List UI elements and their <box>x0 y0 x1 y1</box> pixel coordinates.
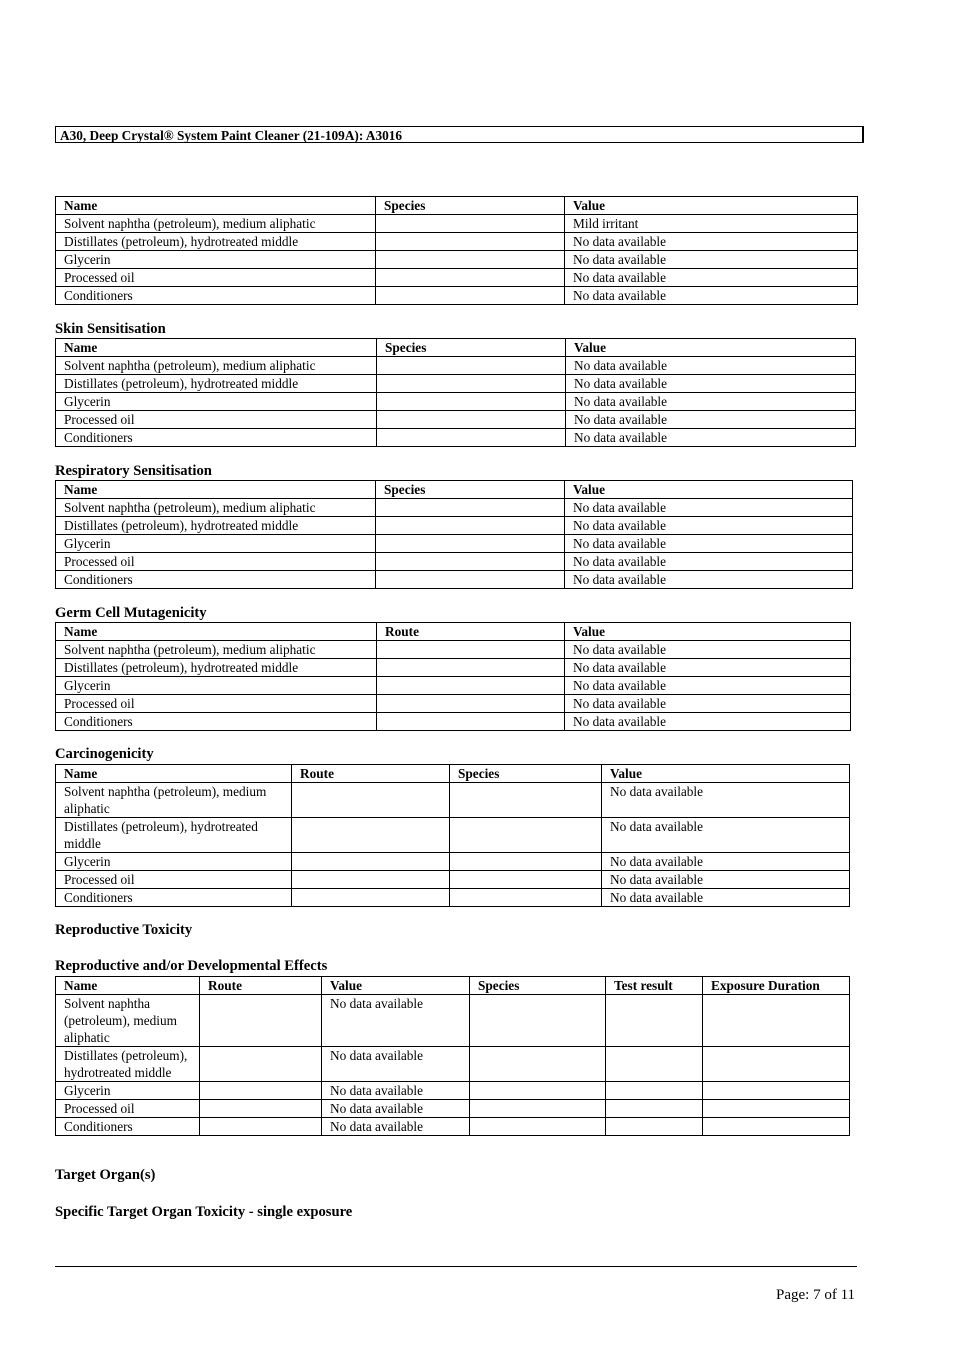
table-cell: Conditioners <box>56 1118 200 1136</box>
table-row <box>56 695 851 713</box>
table-cell: Conditioners <box>56 571 376 589</box>
table-row <box>56 783 850 818</box>
table-header-row <box>56 977 850 995</box>
table-cell: Solvent naphtha (petroleum), medium aliphatic <box>56 357 377 375</box>
table-cell: Solvent naphtha (petroleum), medium aliphatic <box>56 215 376 233</box>
table-cell: Distillates (petroleum), hydrotreated middle <box>56 233 376 251</box>
table-cell <box>377 659 565 677</box>
respiratory-sensitisation-table <box>55 480 853 589</box>
skin-sensitisation-table <box>55 338 856 447</box>
table-cell: Processed oil <box>56 269 376 287</box>
skin-sensitisation-heading: Skin Sensitisation <box>55 321 166 337</box>
page-number: Page: 7 of 11 <box>776 1287 856 1303</box>
column-header: Route <box>292 765 450 783</box>
table-cell <box>606 995 703 1047</box>
table-cell: No data available <box>565 251 858 269</box>
table-row <box>56 889 850 907</box>
table-cell <box>450 783 602 818</box>
table-row <box>56 571 853 589</box>
table-row <box>56 553 853 571</box>
table-cell <box>450 853 602 871</box>
carcinogenicity-heading: Carcinogenicity <box>55 746 154 762</box>
table-cell <box>292 871 450 889</box>
table-cell <box>470 1118 606 1136</box>
table-cell <box>292 889 450 907</box>
table-cell: Distillates (petroleum), hydrotreated middle <box>56 1047 200 1082</box>
table-row <box>56 818 850 853</box>
table-header-row <box>56 481 853 499</box>
table-cell: No data available <box>565 553 853 571</box>
table-row <box>56 1047 850 1082</box>
column-header: Route <box>200 977 322 995</box>
table-row <box>56 215 858 233</box>
table-cell: No data available <box>602 783 850 818</box>
table-cell: No data available <box>565 695 851 713</box>
table-cell: Solvent naphtha (petroleum), medium aliphatic <box>56 783 292 818</box>
table-cell: No data available <box>602 871 850 889</box>
table-cell: Distillates (petroleum), hydrotreated middle <box>56 517 376 535</box>
table-cell <box>377 677 565 695</box>
table-cell <box>200 995 322 1047</box>
target-organs-heading: Target Organ(s) <box>55 1167 156 1183</box>
table-row <box>56 287 858 305</box>
table-cell: No data available <box>322 1118 470 1136</box>
table-cell <box>470 995 606 1047</box>
table-cell: Solvent naphtha (petroleum), medium aliphatic <box>56 499 376 517</box>
table-header-row <box>56 339 856 357</box>
table-cell: No data available <box>322 1082 470 1100</box>
column-header: Value <box>566 339 856 357</box>
table-cell: No data available <box>565 287 858 305</box>
table-cell: Solvent naphtha (petroleum), medium aliphatic <box>56 995 200 1047</box>
table-row <box>56 713 851 731</box>
table-row <box>56 871 850 889</box>
table-cell <box>377 357 566 375</box>
table-cell <box>200 1047 322 1082</box>
table-row <box>56 429 856 447</box>
irritation-table <box>55 196 858 305</box>
table-cell: Glycerin <box>56 677 377 695</box>
table-row <box>56 499 853 517</box>
document-header: A30, Deep Crystal® System Paint Cleaner (21-109A): A3016 <box>55 126 864 143</box>
germ-cell-mutagenicity-heading: Germ Cell Mutagenicity <box>55 605 207 621</box>
reproductive-effects-heading: Reproductive and/or Developmental Effects <box>55 958 328 974</box>
table-cell <box>376 517 565 535</box>
table-cell <box>376 251 565 269</box>
table-cell <box>470 1047 606 1082</box>
table-cell <box>703 1100 850 1118</box>
column-header: Value <box>565 623 851 641</box>
column-header: Name <box>56 623 377 641</box>
table-cell <box>377 375 566 393</box>
table-cell: No data available <box>565 571 853 589</box>
table-cell: Mild irritant <box>565 215 858 233</box>
table-cell: No data available <box>322 995 470 1047</box>
table-row <box>56 641 851 659</box>
column-header: Name <box>56 765 292 783</box>
table-cell <box>376 571 565 589</box>
table-cell <box>377 641 565 659</box>
column-header: Value <box>565 197 858 215</box>
stot-single-heading: Specific Target Organ Toxicity - single exposure <box>55 1204 353 1220</box>
table-header-row <box>56 623 851 641</box>
column-header: Name <box>56 197 376 215</box>
column-header: Value <box>322 977 470 995</box>
table-cell <box>606 1100 703 1118</box>
table-cell: Processed oil <box>56 411 377 429</box>
reproductive-effects-table <box>55 976 850 1136</box>
table-cell <box>606 1047 703 1082</box>
table-cell <box>450 818 602 853</box>
table-cell: Distillates (petroleum), hydrotreated middle <box>56 659 377 677</box>
column-header: Value <box>602 765 850 783</box>
table-cell: Solvent naphtha (petroleum), medium aliphatic <box>56 641 377 659</box>
table-cell <box>376 215 565 233</box>
table-cell: No data available <box>565 233 858 251</box>
table-cell <box>377 695 565 713</box>
table-cell: No data available <box>565 677 851 695</box>
table-cell: Distillates (petroleum), hydrotreated middle <box>56 818 292 853</box>
table-cell: No data available <box>565 713 851 731</box>
table-cell <box>376 499 565 517</box>
table-cell <box>376 553 565 571</box>
table-header-row <box>56 197 858 215</box>
table-cell: No data available <box>565 269 858 287</box>
table-cell <box>470 1100 606 1118</box>
table-cell: Conditioners <box>56 287 376 305</box>
table-cell <box>703 995 850 1047</box>
table-cell <box>200 1118 322 1136</box>
germ-cell-mutagenicity-table <box>55 622 851 731</box>
table-header-row <box>56 765 850 783</box>
table-row <box>56 411 856 429</box>
column-header: Species <box>376 481 565 499</box>
table-row <box>56 535 853 553</box>
table-row <box>56 269 858 287</box>
table-cell: No data available <box>565 659 851 677</box>
table-cell <box>450 889 602 907</box>
column-header: Route <box>377 623 565 641</box>
table-row <box>56 375 856 393</box>
table-cell <box>450 871 602 889</box>
table-cell: No data available <box>566 357 856 375</box>
table-cell <box>703 1082 850 1100</box>
table-cell: No data available <box>566 375 856 393</box>
table-cell: Conditioners <box>56 429 377 447</box>
table-cell: Glycerin <box>56 1082 200 1100</box>
table-cell: Distillates (petroleum), hydrotreated middle <box>56 375 377 393</box>
table-row <box>56 1082 850 1100</box>
table-row <box>56 853 850 871</box>
table-row <box>56 393 856 411</box>
table-cell: Glycerin <box>56 535 376 553</box>
column-header: Species <box>450 765 602 783</box>
table-cell <box>376 233 565 251</box>
table-cell <box>703 1047 850 1082</box>
table-cell <box>292 818 450 853</box>
table-cell <box>376 269 565 287</box>
table-cell: No data available <box>566 411 856 429</box>
table-cell: Glycerin <box>56 393 377 411</box>
table-cell <box>703 1118 850 1136</box>
column-header: Species <box>376 197 565 215</box>
reproductive-toxicity-heading: Reproductive Toxicity <box>55 922 193 938</box>
table-cell: No data available <box>566 429 856 447</box>
table-cell <box>606 1082 703 1100</box>
column-header: Name <box>56 481 376 499</box>
table-cell <box>376 535 565 553</box>
table-row <box>56 251 858 269</box>
table-cell <box>606 1118 703 1136</box>
column-header: Exposure Duration <box>703 977 850 995</box>
table-cell <box>377 429 566 447</box>
table-row <box>56 357 856 375</box>
respiratory-sensitisation-heading: Respiratory Sensitisation <box>55 463 212 479</box>
table-cell: No data available <box>602 889 850 907</box>
table-cell: Glycerin <box>56 853 292 871</box>
table-cell <box>200 1100 322 1118</box>
column-header: Test result <box>606 977 703 995</box>
table-cell <box>292 783 450 818</box>
table-row <box>56 1100 850 1118</box>
table-cell: No data available <box>565 641 851 659</box>
table-cell <box>377 713 565 731</box>
table-cell: Glycerin <box>56 251 376 269</box>
column-header: Species <box>470 977 606 995</box>
column-header: Name <box>56 339 377 357</box>
table-cell: No data available <box>322 1100 470 1118</box>
table-row <box>56 677 851 695</box>
table-cell <box>377 411 566 429</box>
table-cell: Processed oil <box>56 871 292 889</box>
table-row <box>56 233 858 251</box>
table-cell <box>292 853 450 871</box>
table-cell: Processed oil <box>56 1100 200 1118</box>
table-row <box>56 995 850 1047</box>
table-cell: Processed oil <box>56 553 376 571</box>
column-header: Name <box>56 977 200 995</box>
table-cell <box>377 393 566 411</box>
footer-rule <box>55 1266 857 1267</box>
table-cell <box>470 1082 606 1100</box>
table-cell: No data available <box>565 499 853 517</box>
table-cell: No data available <box>322 1047 470 1082</box>
table-row <box>56 517 853 535</box>
table-cell: No data available <box>565 517 853 535</box>
table-row <box>56 659 851 677</box>
column-header: Value <box>565 481 853 499</box>
table-row <box>56 1118 850 1136</box>
column-header: Species <box>377 339 566 357</box>
table-cell: Conditioners <box>56 889 292 907</box>
carcinogenicity-table <box>55 764 850 907</box>
table-cell: No data available <box>602 853 850 871</box>
table-cell: No data available <box>602 818 850 853</box>
table-cell: Processed oil <box>56 695 377 713</box>
table-cell: No data available <box>566 393 856 411</box>
table-cell <box>200 1082 322 1100</box>
table-cell: No data available <box>565 535 853 553</box>
table-cell <box>376 287 565 305</box>
table-cell: Conditioners <box>56 713 377 731</box>
